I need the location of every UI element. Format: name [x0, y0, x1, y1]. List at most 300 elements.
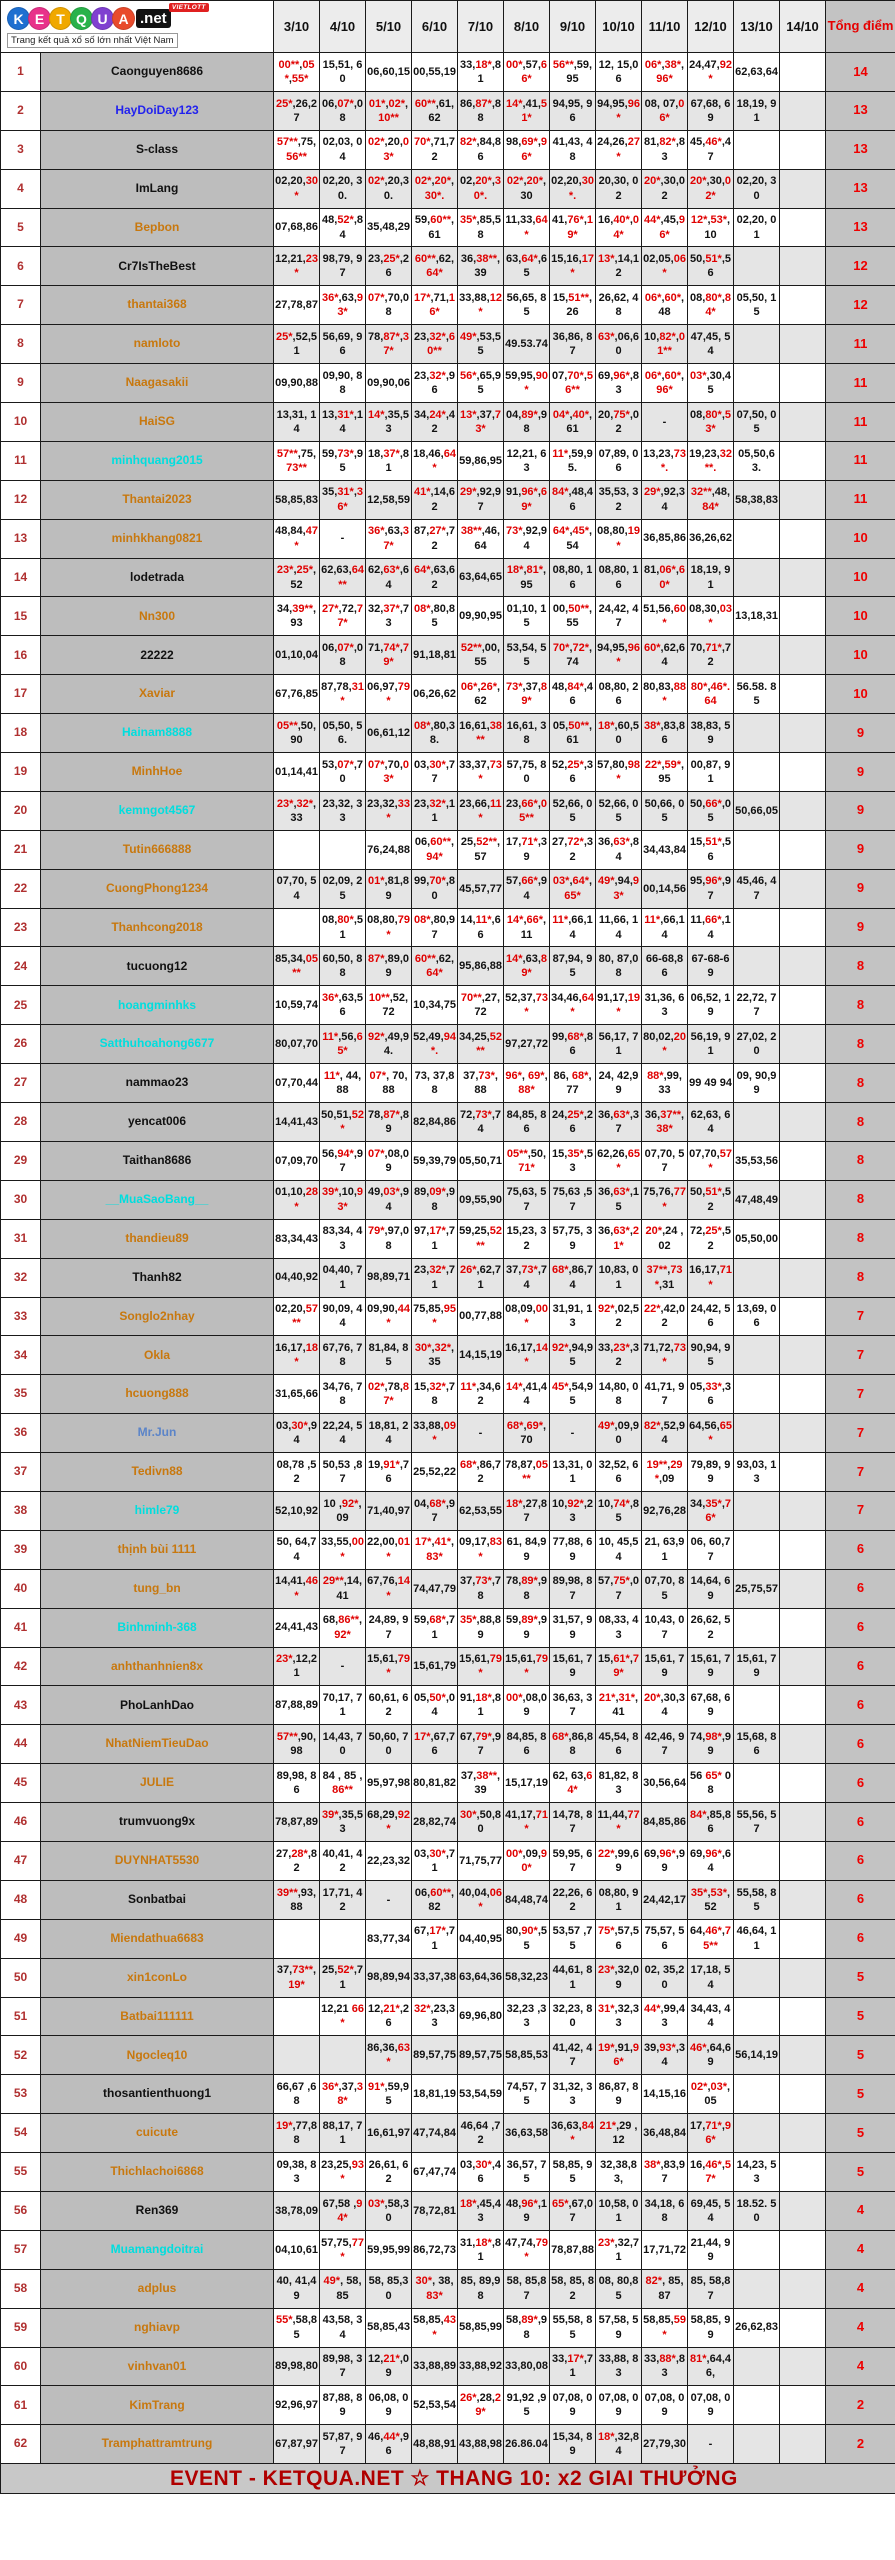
- table-row: [1, 1841, 895, 1880]
- numbers-cell: [780, 1880, 826, 1919]
- username-link[interactable]: minhquang2015: [41, 441, 274, 480]
- username-link[interactable]: NhatNiemTieuDao: [41, 1725, 274, 1764]
- table-row: [1, 1725, 895, 1764]
- numbers-cell: 70,17, 71: [320, 1686, 366, 1725]
- numbers-cell: 84,85, 86: [504, 1103, 550, 1142]
- username-link[interactable]: thosantienthuong1: [41, 2075, 274, 2114]
- numbers-cell: 38,83, 59: [688, 714, 734, 753]
- table-row: [1, 675, 895, 714]
- date-column-header: 4/10: [320, 1, 366, 53]
- numbers-cell: 62,53,55: [458, 1491, 504, 1530]
- numbers-cell: 37,73*,78: [458, 1569, 504, 1608]
- username-link[interactable]: Satthuhoahong6677: [41, 1025, 274, 1064]
- username-link[interactable]: Batbai111111: [41, 1997, 274, 2036]
- numbers-cell: 14*,35,53: [366, 403, 412, 442]
- username-link[interactable]: Naagasakii: [41, 364, 274, 403]
- numbers-cell: 46,64, 11: [734, 1919, 780, 1958]
- numbers-cell: 33,55,00*: [320, 1530, 366, 1569]
- table-row: [1, 441, 895, 480]
- total-points-cell: 13: [826, 208, 895, 247]
- numbers-cell: 29**,14,41: [320, 1569, 366, 1608]
- numbers-cell: 36,63,84*: [550, 2114, 596, 2153]
- numbers-cell: 08*,80,97: [412, 908, 458, 947]
- username-link[interactable]: vinhvan01: [41, 2347, 274, 2386]
- numbers-cell: 82*,84,86: [458, 130, 504, 169]
- username-link[interactable]: nammao23: [41, 1064, 274, 1103]
- numbers-cell: 58,85, 95: [550, 2153, 596, 2192]
- rank-cell: 10: [1, 403, 41, 442]
- numbers-cell: 56,14,19: [734, 2036, 780, 2075]
- numbers-cell: 39,93*,34: [642, 2036, 688, 2075]
- numbers-cell: 12,58,59: [366, 480, 412, 519]
- numbers-cell: 39**,93,88: [274, 1880, 320, 1919]
- username-link[interactable]: Caonguyen8686: [41, 53, 274, 92]
- numbers-cell: 35,31*,36*: [320, 480, 366, 519]
- numbers-cell: 21*,29 ,12: [596, 2114, 642, 2153]
- numbers-cell: 52,25*,36: [550, 753, 596, 792]
- numbers-cell: 60**,62,64*: [412, 247, 458, 286]
- username-link[interactable]: Tramphattramtrung: [41, 2425, 274, 2464]
- numbers-cell: 60**,62,64*: [412, 947, 458, 986]
- rank-cell: 28: [1, 1103, 41, 1142]
- numbers-cell: [780, 753, 826, 792]
- username-link[interactable]: JULIE: [41, 1764, 274, 1803]
- table-row: [1, 1647, 895, 1686]
- numbers-cell: 13*,14,12: [596, 247, 642, 286]
- rank-cell: 47: [1, 1841, 41, 1880]
- numbers-cell: 78,87,05**: [504, 1453, 550, 1492]
- username-link[interactable]: Tedivn88: [41, 1453, 274, 1492]
- total-points-cell: 11: [826, 441, 895, 480]
- numbers-cell: 26,62, 48: [596, 286, 642, 325]
- numbers-cell: 22,26, 62: [550, 1880, 596, 1919]
- date-column-header: 14/10: [780, 1, 826, 53]
- numbers-cell: 75,85,95*: [412, 1297, 458, 1336]
- username-link[interactable]: DUYNHAT5530: [41, 1841, 274, 1880]
- rank-cell: 37: [1, 1453, 41, 1492]
- numbers-cell: 59,95,99: [366, 2230, 412, 2269]
- username-link[interactable]: Hainam8888: [41, 714, 274, 753]
- numbers-cell: 35*,85,58: [458, 208, 504, 247]
- numbers-cell: [734, 2075, 780, 2114]
- username-link[interactable]: trumvuong9x: [41, 1803, 274, 1842]
- numbers-cell: 58, 85, 82: [550, 2269, 596, 2308]
- rank-cell: 3: [1, 130, 41, 169]
- numbers-cell: [780, 2230, 826, 2269]
- username-link[interactable]: Miendathua6683: [41, 1919, 274, 1958]
- table-row: [1, 1453, 895, 1492]
- numbers-cell: 63,64,65: [458, 558, 504, 597]
- numbers-cell: 10,34,75: [412, 986, 458, 1025]
- numbers-cell: 10,92*,23: [550, 1491, 596, 1530]
- numbers-cell: 15,51**,26: [550, 286, 596, 325]
- username-link[interactable]: namloto: [41, 325, 274, 364]
- numbers-cell: 02,20,30*.: [550, 169, 596, 208]
- total-points-cell: 6: [826, 1841, 895, 1880]
- numbers-cell: 15,61, 79: [642, 1647, 688, 1686]
- numbers-cell: 83,34, 43: [320, 1219, 366, 1258]
- numbers-cell: 01*,02*,10**: [366, 91, 412, 130]
- numbers-cell: 78,87*,89: [366, 1103, 412, 1142]
- total-points-cell: 4: [826, 2347, 895, 2386]
- numbers-cell: 52,66, 05: [596, 791, 642, 830]
- numbers-cell: 09,90, 88: [320, 364, 366, 403]
- numbers-cell: 14*,41,51*: [504, 91, 550, 130]
- numbers-cell: 25,52,22: [412, 1453, 458, 1492]
- numbers-cell: 89,98, 87: [550, 1569, 596, 1608]
- numbers-cell: 00*,08,09: [504, 1686, 550, 1725]
- numbers-cell: 43,58, 34: [320, 2308, 366, 2347]
- numbers-cell: 08,80, 16: [596, 558, 642, 597]
- numbers-cell: 56,19, 91: [688, 1025, 734, 1064]
- numbers-cell: 36*,63,37*: [366, 519, 412, 558]
- numbers-cell: 56,65, 85: [504, 286, 550, 325]
- numbers-cell: 75,76,77*: [642, 1180, 688, 1219]
- numbers-cell: 15,61, 79: [688, 1647, 734, 1686]
- username-link[interactable]: Tutin666888: [41, 830, 274, 869]
- username-link[interactable]: cuicute: [41, 2114, 274, 2153]
- numbers-cell: 41,17,71*: [504, 1803, 550, 1842]
- numbers-cell: 14,11*,66: [458, 908, 504, 947]
- numbers-cell: 65*,67,07: [550, 2191, 596, 2230]
- username-link[interactable]: Ngocleq10: [41, 2036, 274, 2075]
- numbers-cell: 91,17,19*: [596, 986, 642, 1025]
- username-link[interactable]: tucuong12: [41, 947, 274, 986]
- numbers-cell: 15,61,79: [412, 1647, 458, 1686]
- numbers-cell: 26,62, 52: [688, 1608, 734, 1647]
- numbers-cell: 14,78, 87: [550, 1803, 596, 1842]
- numbers-cell: 80,07,70: [274, 1025, 320, 1064]
- total-points-cell: 9: [826, 908, 895, 947]
- numbers-cell: [734, 1530, 780, 1569]
- numbers-cell: 98,89,71: [366, 1258, 412, 1297]
- numbers-cell: 36,57, 75: [504, 2153, 550, 2192]
- numbers-cell: 08, 07,06*: [642, 91, 688, 130]
- numbers-cell: 57**,75,56**: [274, 130, 320, 169]
- numbers-cell: 89,57,75: [412, 2036, 458, 2075]
- username-link[interactable]: yencat006: [41, 1103, 274, 1142]
- numbers-cell: 04,68*,97: [412, 1491, 458, 1530]
- username-link[interactable]: thandieu89: [41, 1219, 274, 1258]
- numbers-cell: 24,47,92*: [688, 53, 734, 92]
- numbers-cell: 15,61,79*: [504, 1647, 550, 1686]
- numbers-cell: 07,70, 57: [642, 1141, 688, 1180]
- numbers-cell: 95,86,88: [458, 947, 504, 986]
- numbers-cell: 14,15,16: [642, 2075, 688, 2114]
- numbers-cell: 23,32, 33: [320, 791, 366, 830]
- username-link[interactable]: HayDoiDay123: [41, 91, 274, 130]
- total-points-cell: 11: [826, 403, 895, 442]
- rank-cell: 32: [1, 1258, 41, 1297]
- numbers-cell: 03,30*,71: [412, 1841, 458, 1880]
- numbers-cell: 02,20, 01: [734, 208, 780, 247]
- numbers-cell: [780, 2036, 826, 2075]
- numbers-cell: 25,52**,57: [458, 830, 504, 869]
- rank-cell: 30: [1, 1180, 41, 1219]
- numbers-cell: 91,18*,81: [458, 1686, 504, 1725]
- numbers-cell: 07,08, 09: [642, 2386, 688, 2425]
- numbers-cell: 16,61,38**: [458, 714, 504, 753]
- numbers-cell: 08,80, 91: [596, 1880, 642, 1919]
- numbers-cell: [734, 2386, 780, 2425]
- numbers-cell: 82,84,86: [412, 1103, 458, 1142]
- username-link[interactable]: anhthanhnien8x: [41, 1647, 274, 1686]
- numbers-cell: 00**,05*,55*: [274, 53, 320, 92]
- numbers-cell: 59,95,90*: [504, 364, 550, 403]
- numbers-cell: 58, 85,30: [366, 2269, 412, 2308]
- username-link[interactable]: HaiSG: [41, 403, 274, 442]
- numbers-cell: 57,75*,07: [596, 1569, 642, 1608]
- numbers-cell: 78,72,81: [412, 2191, 458, 2230]
- numbers-cell: 23,32,33*: [366, 791, 412, 830]
- numbers-cell: [780, 1064, 826, 1103]
- numbers-cell: 59,68*,71: [412, 1608, 458, 1647]
- numbers-cell: 80*,46*.64: [688, 675, 734, 714]
- numbers-cell: 09,90,44*: [366, 1297, 412, 1336]
- rank-cell: 12: [1, 480, 41, 519]
- numbers-cell: 20*,24 ,02: [642, 1219, 688, 1258]
- numbers-cell: 18,81,19: [412, 2075, 458, 2114]
- numbers-cell: 24,89, 97: [366, 1608, 412, 1647]
- numbers-cell: -: [320, 519, 366, 558]
- username-link[interactable]: Thanh82: [41, 1258, 274, 1297]
- numbers-cell: 80,81,82: [412, 1764, 458, 1803]
- username-link[interactable]: Thichlachoi6868: [41, 2153, 274, 2192]
- numbers-cell: 05,50,71: [458, 1141, 504, 1180]
- numbers-cell: [734, 2230, 780, 2269]
- username-link[interactable]: xin1conLo: [41, 1958, 274, 1997]
- rank-cell: 11: [1, 441, 41, 480]
- numbers-cell: [780, 208, 826, 247]
- numbers-cell: 23,66*,05**: [504, 791, 550, 830]
- numbers-cell: 15,61,79*: [366, 1647, 412, 1686]
- numbers-cell: 02, 35,20: [642, 1958, 688, 1997]
- numbers-cell: 46,44*,96: [366, 2425, 412, 2464]
- numbers-cell: 11*,34,62: [458, 1375, 504, 1414]
- numbers-cell: [320, 1919, 366, 1958]
- numbers-cell: 59,73*,95: [320, 441, 366, 480]
- numbers-cell: 66-68,86: [642, 947, 688, 986]
- numbers-cell: 85, 89,98: [458, 2269, 504, 2308]
- numbers-cell: 53,54, 55: [504, 636, 550, 675]
- numbers-cell: 67,76,14*: [366, 1569, 412, 1608]
- numbers-cell: 07,70, 54: [274, 869, 320, 908]
- numbers-cell: 87,94, 95: [550, 947, 596, 986]
- username-link[interactable]: lodetrada: [41, 558, 274, 597]
- username-link[interactable]: CuongPhong1234: [41, 869, 274, 908]
- numbers-cell: 36*,63,93*: [320, 286, 366, 325]
- total-points-cell: 6: [826, 1608, 895, 1647]
- numbers-cell: 58,38,83: [734, 480, 780, 519]
- username-link[interactable]: Bepbon: [41, 208, 274, 247]
- numbers-cell: 42,46, 97: [642, 1725, 688, 1764]
- rank-cell: 18: [1, 714, 41, 753]
- username-link[interactable]: hcuong888: [41, 1375, 274, 1414]
- username-link[interactable]: adplus: [41, 2269, 274, 2308]
- username-link[interactable]: Binhminh-368: [41, 1608, 274, 1647]
- numbers-cell: 57**,75,73**: [274, 441, 320, 480]
- numbers-cell: 33,23*,32: [596, 1336, 642, 1375]
- numbers-cell: 55,58, 85: [550, 2308, 596, 2347]
- username-link[interactable]: KimTrang: [41, 2386, 274, 2425]
- logo-letter: E: [28, 7, 51, 30]
- username-link[interactable]: kemngot4567: [41, 791, 274, 830]
- numbers-cell: 05,50**,61: [550, 714, 596, 753]
- numbers-cell: 06*,38*,96*: [642, 53, 688, 92]
- numbers-cell: 06,26,62: [412, 675, 458, 714]
- numbers-cell: 78,89*,98: [504, 1569, 550, 1608]
- username-link[interactable]: Okla: [41, 1336, 274, 1375]
- numbers-cell: 10,82*,01**: [642, 325, 688, 364]
- numbers-cell: 36,63, 37: [550, 1686, 596, 1725]
- numbers-cell: [780, 2075, 826, 2114]
- date-column-header: 11/10: [642, 1, 688, 53]
- numbers-cell: 31,18*,81: [458, 2230, 504, 2269]
- numbers-cell: 67,58 ,94*: [320, 2191, 366, 2230]
- numbers-cell: 56 65* 08: [688, 1764, 734, 1803]
- table-row: [1, 1141, 895, 1180]
- rank-cell: 51: [1, 1997, 41, 2036]
- total-points-cell: 8: [826, 1064, 895, 1103]
- numbers-cell: [734, 1958, 780, 1997]
- username-link[interactable]: Xaviar: [41, 675, 274, 714]
- username-link[interactable]: nghiavp: [41, 2308, 274, 2347]
- total-points-cell: 14: [826, 53, 895, 92]
- username-link[interactable]: Cr7IsTheBest: [41, 247, 274, 286]
- username-link[interactable]: Thantai2023: [41, 480, 274, 519]
- numbers-cell: 31*,32,33: [596, 1997, 642, 2036]
- numbers-cell: 45,57,77: [458, 869, 504, 908]
- numbers-cell: 24,42, 47: [596, 597, 642, 636]
- numbers-cell: 00*,09,90*: [504, 1841, 550, 1880]
- numbers-cell: 33,88,09*: [412, 1414, 458, 1453]
- numbers-cell: 68*,86,74: [550, 1258, 596, 1297]
- numbers-cell: 08,09,00*: [504, 1297, 550, 1336]
- numbers-cell: 41,42, 47: [550, 2036, 596, 2075]
- numbers-cell: 49*, 58,85: [320, 2269, 366, 2308]
- total-points-cell: 12: [826, 247, 895, 286]
- numbers-cell: [780, 1647, 826, 1686]
- numbers-cell: 27,02, 20: [734, 1025, 780, 1064]
- logo-letter: Q: [70, 7, 93, 30]
- numbers-cell: 67,68, 69: [688, 1686, 734, 1725]
- username-link[interactable]: tung_bn: [41, 1569, 274, 1608]
- numbers-cell: 02,03, 04: [320, 130, 366, 169]
- username-link[interactable]: hoangminhks: [41, 986, 274, 1025]
- numbers-cell: 58,85,43*: [412, 2308, 458, 2347]
- numbers-cell: 67,76, 78: [320, 1336, 366, 1375]
- numbers-cell: [780, 519, 826, 558]
- numbers-cell: 99 49 94: [688, 1064, 734, 1103]
- rank-cell: 29: [1, 1141, 41, 1180]
- username-link[interactable]: MinhHoe: [41, 753, 274, 792]
- total-points-cell: 8: [826, 1180, 895, 1219]
- numbers-cell: [734, 2425, 780, 2464]
- numbers-cell: 14*,66*,11: [504, 908, 550, 947]
- rank-cell: 6: [1, 247, 41, 286]
- username-link[interactable]: Songlo2nhay: [41, 1297, 274, 1336]
- numbers-cell: 08,80, 16: [550, 558, 596, 597]
- date-column-header: 8/10: [504, 1, 550, 53]
- numbers-cell: 06,07*,08: [320, 91, 366, 130]
- table-row: [1, 480, 895, 519]
- numbers-cell: 49*,53,55: [458, 325, 504, 364]
- username-link[interactable]: Mr.Jun: [41, 1414, 274, 1453]
- vietlott-badge: VIETLOTT: [169, 3, 209, 12]
- username-link[interactable]: 22222: [41, 636, 274, 675]
- table-row: [1, 714, 895, 753]
- username-link[interactable]: Sonbatbai: [41, 1880, 274, 1919]
- username-link[interactable]: __MuaSaoBang__: [41, 1180, 274, 1219]
- username-link[interactable]: thịnh bùi 1111: [41, 1530, 274, 1569]
- numbers-cell: 59,95, 67: [550, 1841, 596, 1880]
- table-row: [1, 1219, 895, 1258]
- username-link[interactable]: minhkhang0821: [41, 519, 274, 558]
- numbers-cell: 70,71*,72: [688, 636, 734, 675]
- numbers-cell: 62,63*,64: [366, 558, 412, 597]
- username-link[interactable]: ImLang: [41, 169, 274, 208]
- numbers-cell: 15,51, 60: [320, 53, 366, 92]
- numbers-cell: 89,98, 37: [320, 2347, 366, 2386]
- numbers-cell: 24, 42,99: [596, 1064, 642, 1103]
- username-link[interactable]: Taithan8686: [41, 1141, 274, 1180]
- logo-letter: T: [49, 7, 72, 30]
- table-row: [1, 1530, 895, 1569]
- numbers-cell: 18*,81*,95: [504, 558, 550, 597]
- numbers-cell: 07,70, 85: [642, 1569, 688, 1608]
- numbers-cell: 29*,92,34: [642, 480, 688, 519]
- numbers-cell: 02*,78,87*: [366, 1375, 412, 1414]
- numbers-cell: [780, 597, 826, 636]
- numbers-cell: 27*,72,77*: [320, 597, 366, 636]
- username-link[interactable]: Muamangdoitrai: [41, 2230, 274, 2269]
- numbers-cell: [780, 2347, 826, 2386]
- numbers-cell: 75,63, 57: [504, 1180, 550, 1219]
- rank-cell: 49: [1, 1919, 41, 1958]
- username-link[interactable]: thantai368: [41, 286, 274, 325]
- numbers-cell: 32,37*,73: [366, 597, 412, 636]
- numbers-cell: 04,40, 71: [320, 1258, 366, 1297]
- numbers-cell: 23,25,93*: [320, 2153, 366, 2192]
- numbers-cell: 03,30*,46: [458, 2153, 504, 2192]
- rank-cell: 27: [1, 1064, 41, 1103]
- username-link[interactable]: S-class: [41, 130, 274, 169]
- table-row: [1, 169, 895, 208]
- username-link[interactable]: Nn300: [41, 597, 274, 636]
- username-link[interactable]: Thanhcong2018: [41, 908, 274, 947]
- numbers-cell: 57,66*,94: [504, 869, 550, 908]
- numbers-cell: 33,88,92: [458, 2347, 504, 2386]
- numbers-cell: 90,94, 95: [688, 1336, 734, 1375]
- numbers-cell: 70**,27,72: [458, 986, 504, 1025]
- numbers-cell: 16,61,97: [366, 2114, 412, 2153]
- numbers-cell: 08, 80,85: [596, 2269, 642, 2308]
- numbers-cell: 75,63 ,57: [550, 1180, 596, 1219]
- username-link[interactable]: PhoLanhDao: [41, 1686, 274, 1725]
- numbers-cell: 11,33,64*: [504, 208, 550, 247]
- username-link[interactable]: himle79: [41, 1491, 274, 1530]
- username-link[interactable]: Ren369: [41, 2191, 274, 2230]
- numbers-cell: 10 ,92*,09: [320, 1491, 366, 1530]
- table-row: [1, 908, 895, 947]
- numbers-cell: 87,27*,72: [412, 519, 458, 558]
- site-logo[interactable]: [1, 5, 273, 48]
- numbers-cell: 64*,45*,54: [550, 519, 596, 558]
- numbers-cell: 18,37*,81: [366, 441, 412, 480]
- table-row: [1, 1997, 895, 2036]
- numbers-cell: 38*,83,97: [642, 2153, 688, 2192]
- total-points-cell: 4: [826, 2269, 895, 2308]
